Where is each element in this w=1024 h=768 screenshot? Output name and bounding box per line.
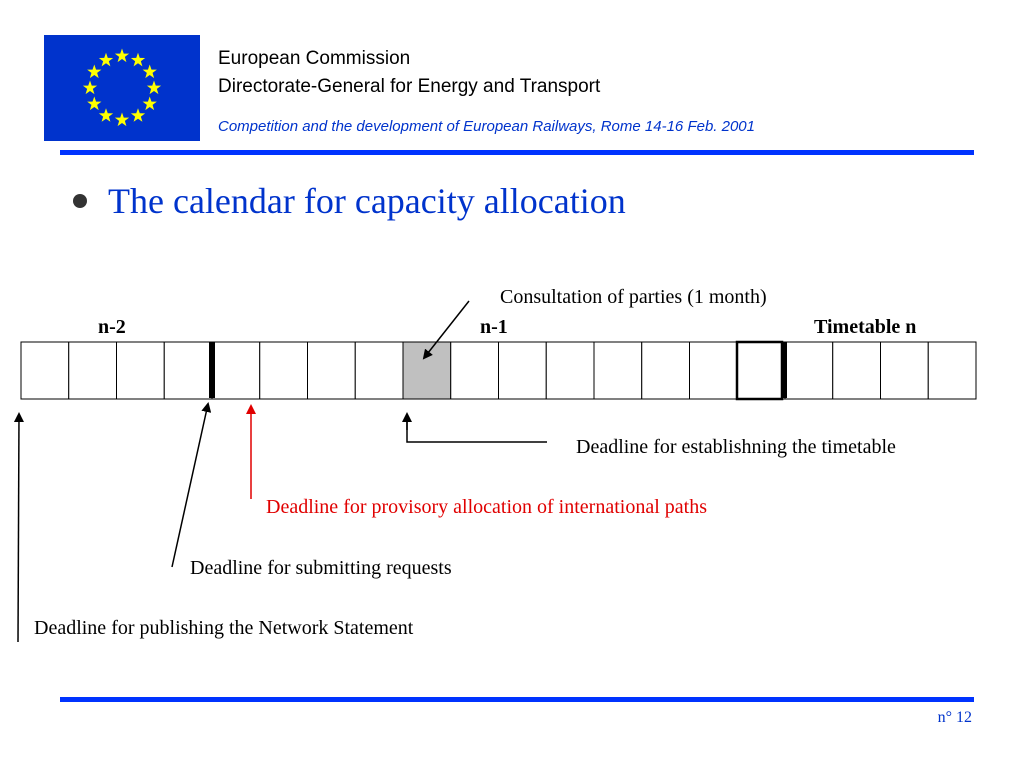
org-directorate: Directorate-General for Energy and Transport: [218, 76, 601, 97]
period-label-n-2: n-2: [98, 316, 126, 338]
month-cell: [785, 342, 833, 399]
month-cell: [260, 342, 308, 399]
deadline-provisory-label: Deadline for provisory allocation of international paths: [266, 496, 707, 518]
month-cell: [451, 342, 499, 399]
deadline-requests-label: Deadline for submitting requests: [190, 557, 452, 579]
month-cell: [308, 342, 356, 399]
deadline-network-statement-label: Deadline for publishing the Network Statement: [34, 617, 414, 639]
month-cell: [117, 342, 165, 399]
month-cell: [737, 342, 785, 399]
month-cell: [594, 342, 642, 399]
month-cell: [546, 342, 594, 399]
org-name: European Commission: [218, 48, 411, 69]
conference-subtitle: Competition and the development of European Railways, Rome 14-16 Feb. 2001: [218, 118, 755, 135]
month-cell: [499, 342, 547, 399]
deadline-timetable-label: Deadline for establishning the timetable: [576, 436, 896, 458]
month-cell: [642, 342, 690, 399]
month-cell: [164, 342, 212, 399]
month-cell: [928, 342, 976, 399]
month-cell: [355, 342, 403, 399]
month-cell: [69, 342, 117, 399]
consultation-label: Consultation of parties (1 month): [500, 286, 767, 308]
timetable-deadline-connector: [407, 418, 547, 442]
consultation-month-cell: [403, 342, 451, 399]
month-cell: [212, 342, 260, 399]
submitting-requests-arrow: [172, 404, 208, 567]
network-statement-arrow: [18, 414, 19, 642]
slide-title: The calendar for capacity allocation: [108, 181, 626, 221]
period-label-n-1: n-1: [480, 316, 508, 338]
month-cell: [21, 342, 69, 399]
month-cell: [833, 342, 881, 399]
page-number: n° 12: [937, 709, 972, 726]
month-cells: [21, 342, 976, 399]
month-cell: [881, 342, 929, 399]
period-label-timetable-n: Timetable n: [814, 316, 917, 338]
footer-rule: [60, 697, 974, 702]
month-cell: [690, 342, 738, 399]
